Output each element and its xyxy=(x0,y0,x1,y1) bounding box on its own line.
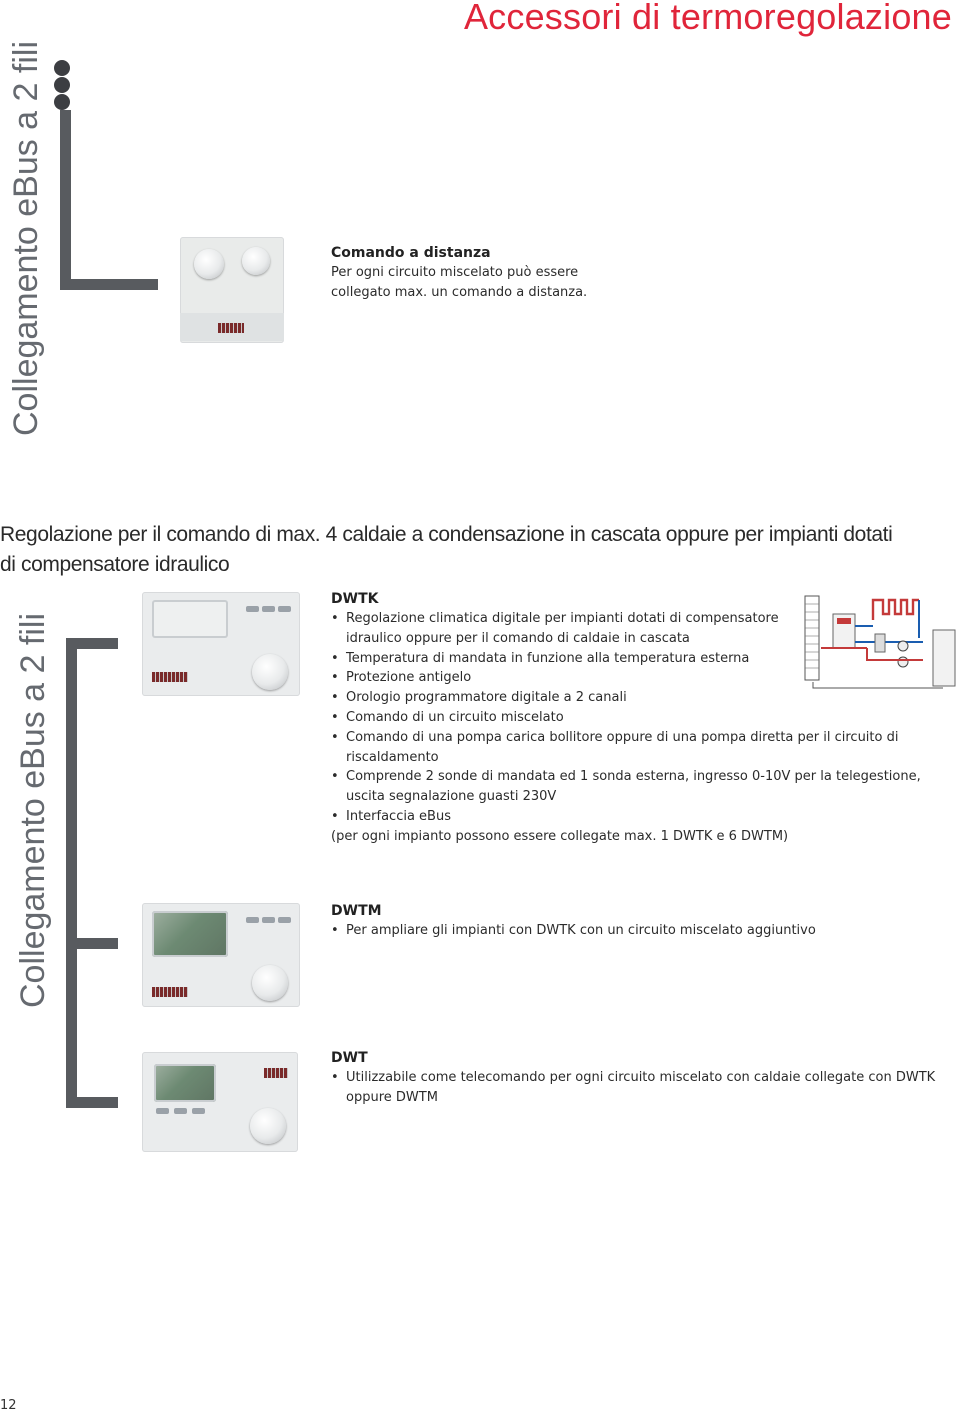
dwtm-device-image xyxy=(142,903,300,1007)
list-item xyxy=(331,609,791,649)
list-item xyxy=(331,1068,956,1108)
dwt-block xyxy=(331,1048,956,1108)
list-item xyxy=(331,649,931,669)
list-item xyxy=(331,921,931,941)
side-label-bottom: Collegamento eBus a 2 fili xyxy=(14,612,52,1008)
dwt-device-image xyxy=(142,1052,298,1152)
remote-control-title: Comando a distanza xyxy=(331,245,491,261)
dwt-title: DWT xyxy=(331,1050,368,1066)
dwtk-device-image xyxy=(142,592,300,696)
dwt-feature-list xyxy=(331,1068,956,1108)
list-item xyxy=(331,688,931,708)
remote-control-line: collegato max. un comando a distanza. xyxy=(331,284,588,300)
dwtk-feature-list xyxy=(331,609,931,827)
dwtm-feature: Per ampliare gli impianti con DWTK con un circuito miscelato aggiuntivo xyxy=(346,923,816,938)
remote-control-block xyxy=(331,243,631,303)
list-item xyxy=(331,807,931,827)
remote-control-line: Per ogni circuito miscelato può essere xyxy=(331,265,579,280)
dwtm-feature-list xyxy=(331,921,931,941)
bracket-branch-dwtm xyxy=(66,938,118,949)
list-item xyxy=(331,728,931,768)
dwtm-title: DWTM xyxy=(331,903,382,919)
list-item xyxy=(331,668,931,688)
dwtk-feature: Comando di un circuito miscelato xyxy=(346,709,564,725)
dwt-feature: Utilizzabile come telecomando per ogni circuito miscelato con caldaie collegate con DWTK oppure DWTM xyxy=(346,1070,936,1105)
dwtk-feature: Comprende 2 sonde di mandata ed 1 sonda esterna, ingresso 0-10V per la telegestione, uscita segnalazione guasti 230V xyxy=(346,769,921,805)
remote-control-image xyxy=(180,237,284,343)
page-number: 12 xyxy=(0,1398,17,1413)
dwtk-feature: Protezione antigelo xyxy=(346,670,472,686)
section-heading: Regolazione per il comando di max. 4 caldaie a condensazione in cascata oppure per impianti dotati di compensatore idraulico xyxy=(0,523,893,576)
dwtk-feature: Orologio programmatore digitale a 2 canali xyxy=(346,690,627,706)
dwtk-feature: Regolazione climatica digitale per impianti dotati di compensatore idraulico oppure per il comando di caldaie in cascata xyxy=(346,611,779,646)
bracket-branch-dwtk xyxy=(66,638,118,649)
bracket-vertical-top xyxy=(60,110,71,290)
list-item xyxy=(331,767,931,807)
bracket-branch-dwt xyxy=(66,1097,118,1108)
list-item xyxy=(331,708,931,728)
page-title: Accessori di termoregolazione xyxy=(463,0,952,37)
dots-icon xyxy=(52,60,72,110)
side-label-top: Collegamento eBus a 2 fili xyxy=(7,40,45,436)
dwtk-block xyxy=(331,589,931,847)
dwtk-feature: Comando di una pompa carica bollitore oppure di una pompa diretta per il circuito di riscaldamento xyxy=(346,729,899,765)
bracket-vertical-bottom xyxy=(66,638,77,1108)
dwtk-title: DWTK xyxy=(331,591,379,607)
dwtm-block xyxy=(331,901,931,941)
bracket-horizontal-top xyxy=(60,279,158,290)
dwtk-feature: Temperatura di mandata in funzione alla temperatura esterna xyxy=(346,650,750,666)
dwtk-note: (per ogni impianto possono essere collegate max. 1 DWTK e 6 DWTM) xyxy=(331,828,789,844)
dwtk-feature: Interfaccia eBus xyxy=(346,808,451,824)
